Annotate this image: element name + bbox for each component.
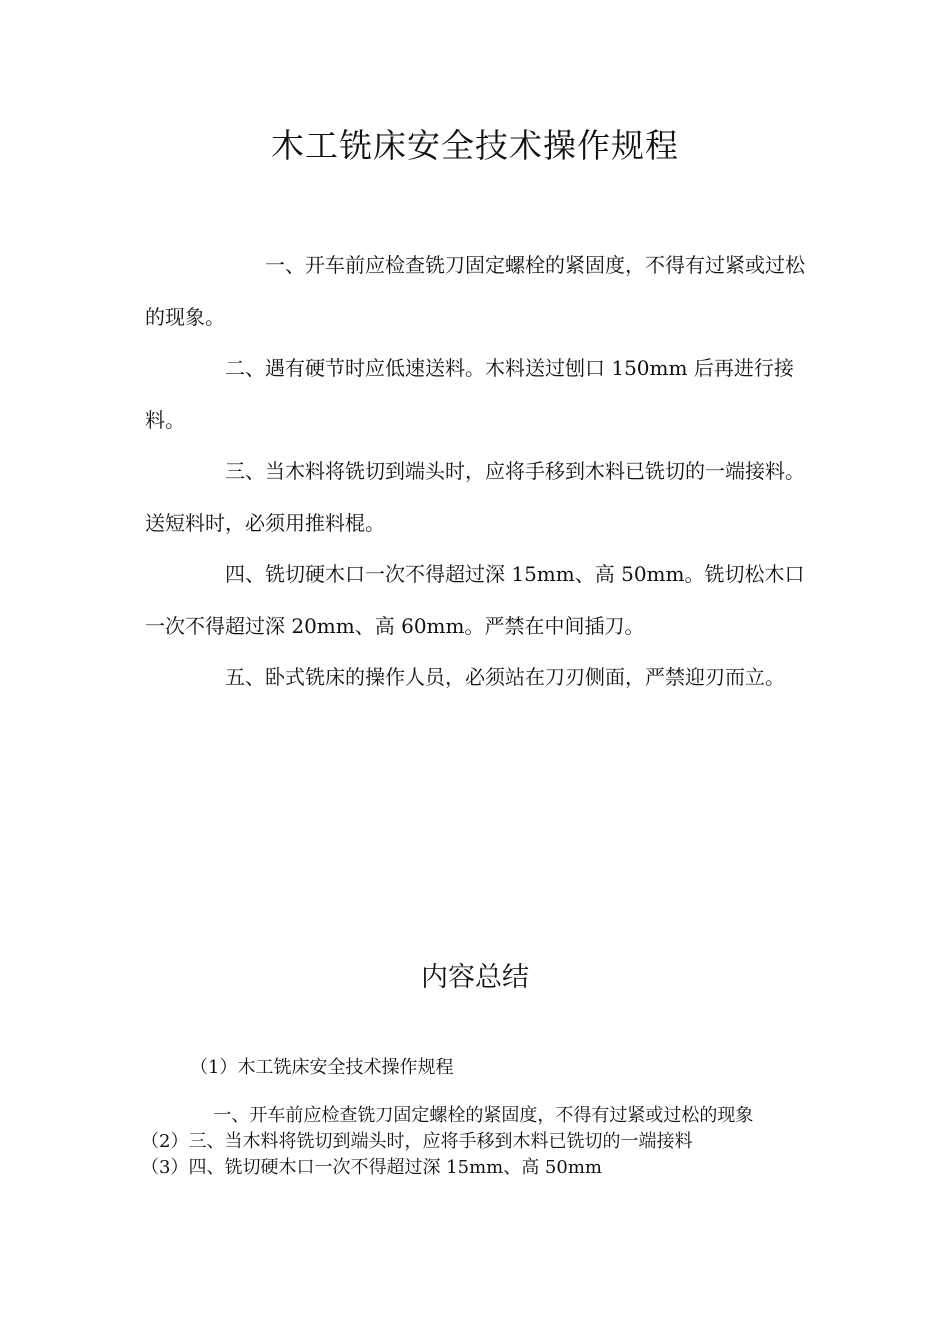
paragraph-2: 二、遇有硬节时应低速送料。木料送过刨口 150mm 后再进行接料。 bbox=[145, 356, 794, 432]
document-title: 木工铣床安全技术操作规程 bbox=[271, 126, 679, 165]
document-body bbox=[145, 240, 805, 704]
summary-item-3: （3）四、铣切硬木口一次不得超过深 15mm、高 50mm bbox=[141, 1157, 602, 1178]
summary-section bbox=[141, 1055, 805, 1181]
paragraph-1: 一、开车前应检查铣刀固定螺栓的紧固度，不得有过紧或过松的现象。 bbox=[145, 253, 805, 329]
paragraph-4: 四、铣切硬木口一次不得超过深 15mm、高 50mm。铣切松木口一次不得超过深 20mm、高 60mm。严禁在中间插刀。 bbox=[145, 562, 805, 638]
summary-intro: 一、开车前应检查铣刀固定螺栓的紧固度，不得有过紧或过松的现象 bbox=[213, 1105, 754, 1126]
summary-title: 内容总结 bbox=[421, 962, 529, 993]
paragraph-3: 三、当木料将铣切到端头时，应将手移到木料已铣切的一端接料。送短料时，必须用推料棍。 bbox=[145, 459, 805, 535]
paragraph-5: 五、卧式铣床的操作人员，必须站在刀刃侧面，严禁迎刃而立。 bbox=[225, 665, 785, 689]
summary-item-1: （1）木工铣床安全技术操作规程 bbox=[190, 1057, 454, 1078]
summary-item-2: （2）三、当木料将铣切到端头时，应将手移到木料已铣切的一端接料 bbox=[141, 1131, 693, 1152]
